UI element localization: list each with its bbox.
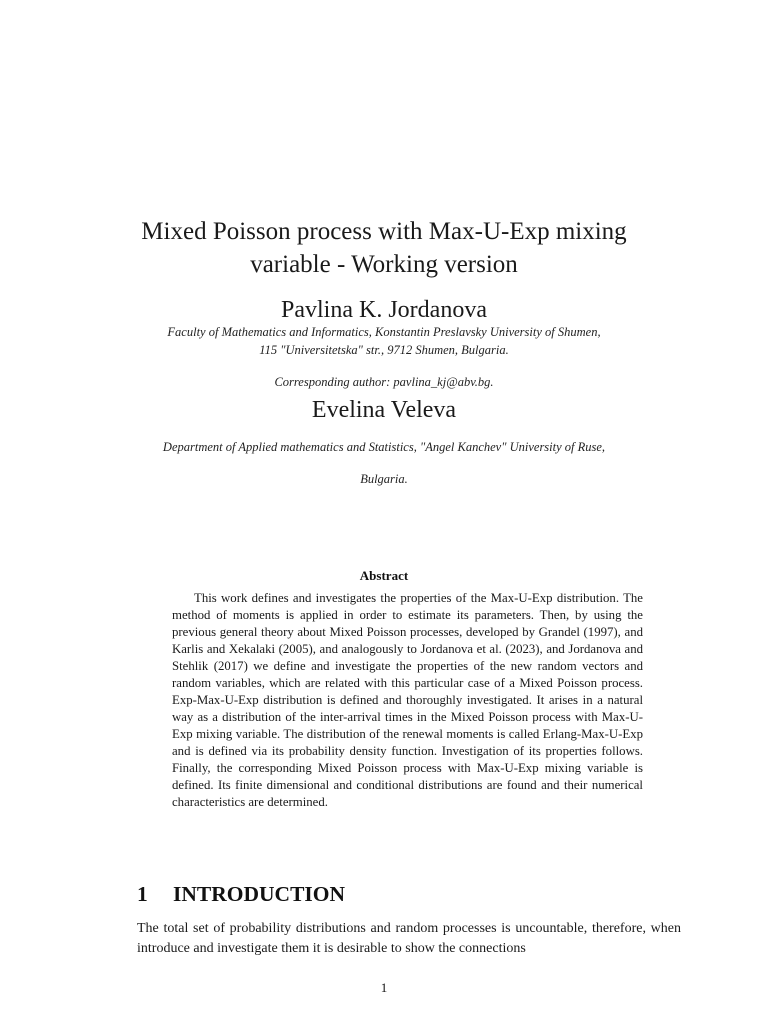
introduction-text: The total set of probability distributions and random processes is uncountable, therefore, when introduce and investigate them it is desirable to show the connections: [137, 921, 681, 956]
author-1-affiliation-line-1: Faculty of Mathematics and Informatics, Konstantin Preslavsky University of Shumen,: [167, 325, 601, 339]
author-2-name: Evelina Veleva: [311, 397, 457, 423]
author-2-affiliation-line-2: Bulgaria.: [360, 472, 408, 486]
section-1-heading: [137, 880, 637, 908]
page-number: 1: [380, 980, 388, 995]
author-1-affiliation: [0, 323, 768, 359]
title-line-2: variable - Working version: [250, 251, 518, 278]
title-line-1: Mixed Poisson process with Max-U-Exp mixing: [141, 218, 627, 245]
author-1-affiliation-line-2: 115 "Universitetska" str., 9712 Shumen, Bulgaria.: [259, 343, 509, 357]
section-1-number: 1: [137, 882, 148, 906]
abstract-heading: Abstract: [359, 568, 409, 583]
corresponding-author: Corresponding author: pavlina_kj@abv.bg.: [274, 375, 494, 389]
author-1-name: Pavlina K. Jordanova: [281, 297, 487, 323]
paper-title: [0, 215, 768, 281]
author-2-affiliation-line-1: Department of Applied mathematics and Statistics, "Angel Kanchev" University of Ruse,: [162, 440, 606, 454]
section-1-title: INTRODUCTION: [173, 882, 346, 906]
abstract-text: This work defines and investigates the properties of the Max-U-Exp distribution. The method of moments is applied in order to estimate its parameters. Then, by using the previous general theory about Mixed Poisson processes, developed by Grandel (1997), and Karlis and Xekalaki (2005), and analogously to Jordanova et al. (2023), and Jordanova and Stehlik (2017) we define and investigate the properties of the new random vectors and random variables, which are related with this particular case of a Mixed Poisson process. Exp-Max-U-Exp distribution is defined and thoroughly investigated. It arises in a natural way as a distribution of the inter-arrival times in the Mixed Poisson process with Max-U-Exp mixing variable. The distribution of the renewal moments is called Erlang-Max-U-Exp and is defined via its probability density function. Investigation of its properties follows. Finally, the corresponding Mixed Poisson process with Max-U-Exp mixing variable is defined. Its finite dimensional and conditional distributions are found and their numerical characteristics are determined.: [172, 591, 643, 809]
